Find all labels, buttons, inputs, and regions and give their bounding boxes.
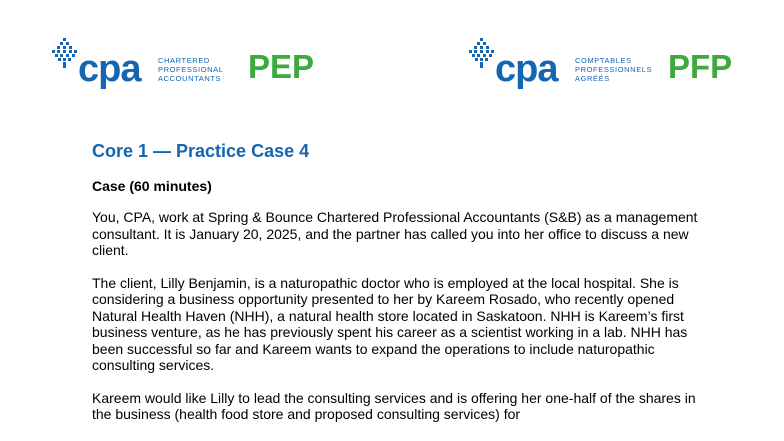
paragraph: Kareem would like Lilly to lead the consulting services and is offering her one-half of the shares in the business (health food store and proposed consulting services) for — [92, 389, 696, 422]
paragraph: The client, Lilly Benjamin, is a naturopathic doctor who is employed at the local hospital. She is considering a business opportunity presented to her by Kareem Rosado, who recently opened Natural Health Haven (NHH), a natural health store located in Saskatoon. NHH is Kareem’s first business venture, as he has previously spent his career as a scientist working in a lab. NHH has been successful so far and Kareem wants to expand the operations to include naturopathic consulting services. — [92, 274, 688, 373]
logo-tagline: CHARTERED PROFESSIONAL ACCOUNTANTS — [158, 56, 224, 83]
paragraph: You, CPA, work at Spring & Bounce Chartered Professional Accountants (S&B) as a management consultant. It is January 20, 2025, and the partner has called you into her office to discuss a new client. — [92, 209, 698, 258]
case-duration-heading: Case (60 minutes) — [92, 178, 212, 194]
logo-tagline: COMPTABLES PROFESSIONNELS AGRÉÉS — [575, 56, 653, 83]
document-title: Core 1 — Practice Case 4 — [92, 141, 310, 161]
cpa-wordmark: cpa — [495, 48, 558, 90]
program-label: PFP — [668, 48, 733, 85]
maple-leaf-icon — [465, 36, 499, 80]
document-body — [92, 140, 702, 439]
program-label: PEP — [248, 48, 315, 85]
cpa-wordmark: cpa — [78, 48, 141, 90]
maple-leaf-icon — [48, 36, 82, 80]
